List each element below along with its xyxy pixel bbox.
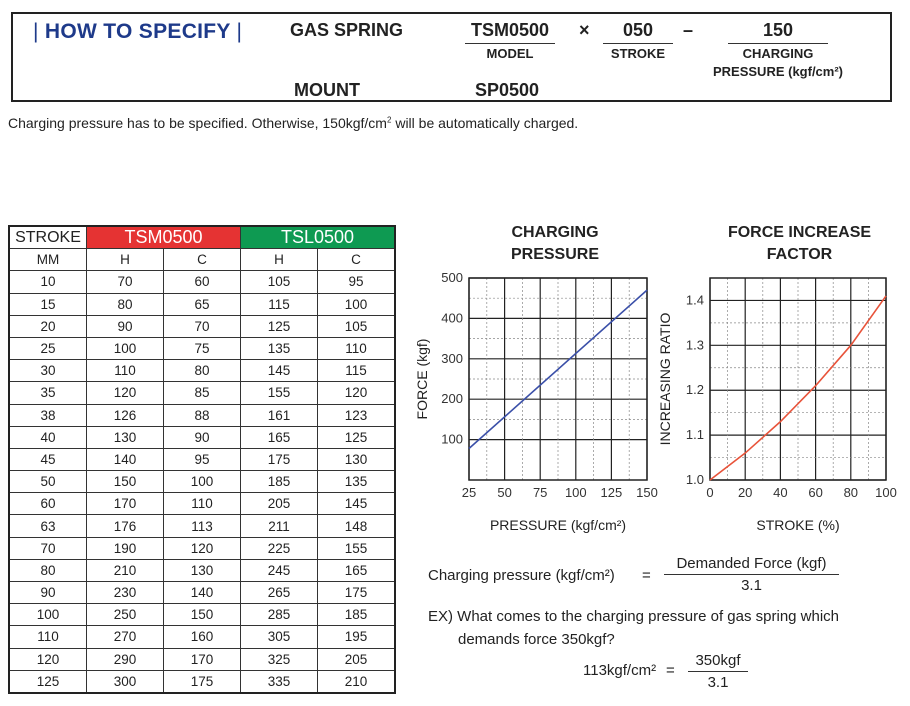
table-cell: 95	[164, 448, 241, 470]
y-axis-label: INCREASING RATIO	[657, 312, 673, 446]
table-cell: 100	[87, 337, 164, 359]
pressure-field	[703, 20, 853, 79]
x-tick-label: 125	[600, 485, 623, 500]
x-tick-label: 20	[737, 485, 753, 500]
table-cell: 105	[318, 315, 396, 337]
table-cell: 63	[9, 515, 87, 537]
dash-symbol: –	[683, 20, 694, 40]
example-line1: EX) What comes to the charging pressure of gas spring which	[428, 608, 840, 625]
example-denominator: 3.1	[707, 674, 729, 691]
table-cell: 125	[241, 315, 318, 337]
pressure-label-2: PRESSURE (kgf/cm²)	[712, 64, 844, 79]
table-cell: 113	[164, 515, 241, 537]
tsm-header: TSM0500	[87, 226, 241, 249]
x-tick-label: 25	[461, 485, 477, 500]
table-cell: 30	[9, 360, 87, 382]
example-line2: demands force 350kgf?	[458, 631, 615, 648]
stroke-table	[8, 225, 396, 694]
table-row	[9, 559, 395, 581]
table-cell: 123	[318, 404, 396, 426]
table-cell: 120	[318, 382, 396, 404]
y-tick-label: 1.2	[685, 382, 704, 398]
x-axis-label: STROKE (%)	[756, 517, 840, 533]
table-cell: 305	[241, 626, 318, 648]
y-tick-label: 1.1	[685, 427, 704, 443]
table-row	[9, 670, 395, 693]
table-cell: 25	[9, 337, 87, 359]
mount-label: MOUNT	[294, 80, 360, 100]
table-cell: 10	[9, 271, 87, 293]
table-cell: 70	[9, 537, 87, 559]
unit-cell: MM	[9, 249, 87, 271]
x-tick-label: 0	[706, 485, 714, 500]
table-cell: 150	[164, 604, 241, 626]
table-cell: 80	[9, 559, 87, 581]
table-cell: 110	[87, 360, 164, 382]
table-cell: 265	[241, 582, 318, 604]
table-cell: 160	[164, 626, 241, 648]
table-row	[9, 648, 395, 670]
table-cell: 335	[241, 670, 318, 693]
stroke-label: STROKE	[610, 46, 666, 61]
table-cell: 125	[318, 426, 396, 448]
table-cell: 35	[9, 382, 87, 404]
formula-equals: =	[642, 567, 651, 584]
table-cell: 145	[318, 493, 396, 515]
stroke-value: 050	[603, 20, 673, 44]
table-row	[9, 448, 395, 470]
table-cell: 130	[87, 426, 164, 448]
table-cell: 205	[241, 493, 318, 515]
unit-cell: H	[87, 249, 164, 271]
table-row	[9, 315, 395, 337]
table-cell: 150	[87, 471, 164, 493]
spec-title: | HOW TO SPECIFY |	[33, 20, 243, 43]
x-tick-label: 75	[532, 485, 548, 500]
table-cell: 155	[241, 382, 318, 404]
table-cell: 100	[9, 604, 87, 626]
stroke-field	[603, 20, 673, 61]
y-tick-label: 200	[441, 391, 463, 407]
x-tick-label: 40	[773, 485, 788, 500]
pressure-label-1: CHARGING	[742, 46, 814, 61]
table-cell: 120	[164, 537, 241, 559]
series-line	[469, 290, 647, 448]
table-row	[9, 626, 395, 648]
y-tick-label: 300	[441, 350, 463, 366]
x-tick-label: 100	[875, 485, 897, 500]
table-row	[9, 471, 395, 493]
y-tick-label: 400	[441, 310, 463, 326]
table-cell: 145	[241, 360, 318, 382]
table-cell: 148	[318, 515, 396, 537]
y-axis-label: FORCE (kgf)	[414, 338, 430, 420]
x-tick-label: 150	[636, 485, 658, 500]
table-cell: 135	[318, 471, 396, 493]
x-tick-label: 80	[843, 485, 859, 500]
table-cell: 20	[9, 315, 87, 337]
table-row	[9, 582, 395, 604]
table-cell: 130	[318, 448, 396, 470]
table-cell: 50	[9, 471, 87, 493]
table-cell: 176	[87, 515, 164, 537]
table-row	[9, 515, 395, 537]
table-cell: 45	[9, 448, 87, 470]
y-tick-label: 1.0	[685, 472, 704, 487]
model-field	[465, 20, 555, 61]
table-cell: 70	[87, 271, 164, 293]
how-to-specify-box	[11, 12, 892, 102]
y-tick-label: 1.4	[685, 292, 704, 308]
table-cell: 60	[164, 271, 241, 293]
table-cell: 80	[164, 360, 241, 382]
y-tick-label: 100	[441, 431, 463, 447]
x-tick-label: 50	[497, 485, 512, 500]
table-row	[9, 293, 395, 315]
table-cell: 140	[164, 582, 241, 604]
example-result: 113kgf/cm²	[583, 662, 657, 679]
table-cell: 185	[241, 471, 318, 493]
chart1-title: CHARGING PRESSURE	[510, 224, 600, 263]
table-cell: 65	[164, 293, 241, 315]
table-cell: 110	[9, 626, 87, 648]
times-symbol: ×	[579, 20, 590, 40]
formula-lhs: Charging pressure (kgf/cm²)	[428, 567, 615, 584]
table-cell: 88	[164, 404, 241, 426]
table-cell: 105	[241, 271, 318, 293]
table-row	[9, 493, 395, 515]
table-cell: 90	[9, 582, 87, 604]
table-cell: 110	[164, 493, 241, 515]
table-cell: 210	[318, 670, 396, 693]
table-cell: 165	[241, 426, 318, 448]
pressure-value: 150	[728, 20, 828, 44]
unit-cell: C	[318, 249, 396, 271]
table-cell: 90	[87, 315, 164, 337]
table-cell: 165	[318, 559, 396, 581]
table-cell: 115	[318, 360, 396, 382]
table-cell: 110	[318, 337, 396, 359]
example-numerator: 350kgf	[688, 652, 748, 672]
model-label: MODEL	[486, 46, 534, 61]
formula-fraction	[664, 555, 839, 594]
example-equals: =	[666, 662, 675, 679]
x-tick-label: 100	[564, 485, 587, 500]
table-cell: 211	[241, 515, 318, 537]
model-value: TSM0500	[465, 20, 555, 44]
product-name: GAS SPRING	[290, 20, 404, 40]
table-row	[9, 426, 395, 448]
table-row	[9, 537, 395, 559]
unit-cell: H	[241, 249, 318, 271]
table-cell: 80	[87, 293, 164, 315]
table-cell: 60	[9, 493, 87, 515]
table-cell: 120	[87, 382, 164, 404]
table-cell: 40	[9, 426, 87, 448]
table-cell: 75	[164, 337, 241, 359]
formula-denominator: 3.1	[741, 577, 762, 594]
table-cell: 300	[87, 670, 164, 693]
charging-pressure-chart	[405, 270, 660, 540]
table-cell: 170	[164, 648, 241, 670]
table-cell: 175	[318, 582, 396, 604]
table-cell: 205	[318, 648, 396, 670]
units-row	[9, 249, 395, 271]
stroke-header: STROKE	[9, 226, 87, 249]
chart2-title: FORCE INCREASE FACTOR	[727, 224, 872, 263]
table-cell: 161	[241, 404, 318, 426]
table-cell: 225	[241, 537, 318, 559]
table-cell: 15	[9, 293, 87, 315]
table-cell: 100	[164, 471, 241, 493]
tsl-header: TSL0500	[241, 226, 396, 249]
example-fraction	[688, 652, 748, 691]
table-cell: 130	[164, 559, 241, 581]
table-cell: 195	[318, 626, 396, 648]
table-row	[9, 271, 395, 293]
table-cell: 126	[87, 404, 164, 426]
unit-cell: C	[164, 249, 241, 271]
table-cell: 155	[318, 537, 396, 559]
table-cell: 185	[318, 604, 396, 626]
table-cell: 175	[164, 670, 241, 693]
table-cell: 325	[241, 648, 318, 670]
table-cell: 100	[318, 293, 396, 315]
table-cell: 115	[241, 293, 318, 315]
x-tick-label: 60	[808, 485, 823, 500]
formula-numerator: Demanded Force (kgf)	[664, 555, 839, 575]
table-cell: 135	[241, 337, 318, 359]
table-cell: 70	[164, 315, 241, 337]
table-cell: 210	[87, 559, 164, 581]
force-increase-chart	[652, 270, 902, 540]
table-cell: 125	[9, 670, 87, 693]
table-row	[9, 337, 395, 359]
table-cell: 90	[164, 426, 241, 448]
table-cell: 120	[9, 648, 87, 670]
y-tick-label: 1.3	[685, 337, 704, 353]
table-cell: 270	[87, 626, 164, 648]
table-cell: 245	[241, 559, 318, 581]
mount-value: SP0500	[475, 80, 540, 100]
table-cell: 290	[87, 648, 164, 670]
table-cell: 190	[87, 537, 164, 559]
y-tick-label: 500	[441, 270, 463, 285]
table-row	[9, 360, 395, 382]
table-cell: 230	[87, 582, 164, 604]
table-cell: 170	[87, 493, 164, 515]
table-cell: 95	[318, 271, 396, 293]
table-cell: 85	[164, 382, 241, 404]
table-cell: 140	[87, 448, 164, 470]
table-cell: 285	[241, 604, 318, 626]
charging-note: Charging pressure has to be specified. Otherwise, $150kgf/cm^2$ will be automatically charged.	[8, 115, 579, 131]
table-cell: 175	[241, 448, 318, 470]
table-cell: 38	[9, 404, 87, 426]
table-row	[9, 404, 395, 426]
table-row	[9, 382, 395, 404]
table-row	[9, 604, 395, 626]
x-axis-label: PRESSURE (kgf/cm²)	[489, 517, 627, 533]
table-cell: 250	[87, 604, 164, 626]
